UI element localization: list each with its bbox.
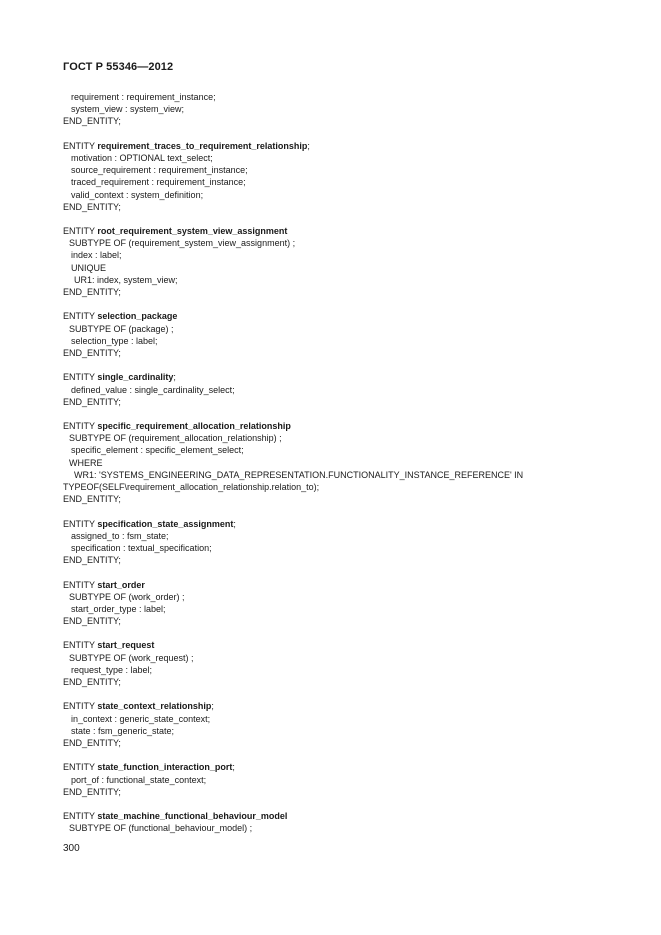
code-text: ENTITY [63,140,98,151]
code-text: index : label; [71,250,122,261]
code-line [63,713,523,725]
code-line [63,91,523,103]
code-text: END_ENTITY; [63,116,121,127]
code-line [63,554,523,566]
code-line [63,335,523,347]
code-line [63,237,523,249]
entity-name: start_request [97,640,155,651]
code-text: source_requirement : requirement_instance; [71,165,248,176]
code-text: SUBTYPE OF (package) ; [69,323,174,334]
entity-declaration-line [63,140,523,152]
code-text: ENTITY [63,701,98,712]
code-line [63,774,523,786]
entity-declaration-line [63,810,523,822]
code-line [63,603,523,615]
code-text: traced_requirement : requirement_instance; [71,177,246,188]
code-text: assigned_to : fsm_state; [71,530,169,541]
code-punctuation: ; [211,701,214,712]
code-line [63,481,523,493]
code-line [63,469,523,481]
code-text: state : fsm_generic_state; [71,725,175,736]
code-text: END_ENTITY; [63,396,121,407]
code-line [63,688,523,700]
code-punctuation: ; [233,518,236,529]
code-text: SUBTYPE OF (functional_behaviour_model) ; [69,823,253,834]
code-line [63,128,523,140]
code-line [63,176,523,188]
entity-name: state_context_relationship [97,701,212,712]
entity-declaration-line [63,420,523,432]
code-text: WR1: 'SYSTEMS_ENGINEERING_DATA_REPRESENTATION.FUNCTIONALITY_INSTANCE_REFERENCE' IN [74,469,524,480]
code-line [63,591,523,603]
entity-declaration-line [63,310,523,322]
code-text: ENTITY [63,421,98,432]
code-text: END_ENTITY; [63,737,121,748]
code-line [63,725,523,737]
entity-declaration-line [63,225,523,237]
express-code-listing [63,91,523,834]
code-line [63,798,523,810]
entity-declaration-line [63,518,523,530]
entity-name: root_requirement_system_view_assignment [97,226,288,237]
code-text: END_ENTITY; [63,616,121,627]
code-punctuation: ; [173,372,176,383]
code-line [63,530,523,542]
code-line [63,384,523,396]
code-text: specific_element : specific_element_select; [71,445,244,456]
code-line [63,201,523,213]
code-line [63,652,523,664]
entity-declaration-line [63,371,523,383]
code-text: WHERE [69,457,103,468]
code-line [63,213,523,225]
code-text: END_ENTITY; [63,201,121,212]
entity-name: state_machine_functional_behaviour_model [97,811,288,822]
code-line [63,103,523,115]
entity-declaration-line [63,761,523,773]
entity-name: start_order [97,579,145,590]
entity-name: specification_state_assignment [97,518,234,529]
code-text: SUBTYPE OF (requirement_system_view_assignment) ; [69,238,296,249]
code-line [63,298,523,310]
code-text: system_view : system_view; [71,104,185,115]
code-text: in_context : generic_state_context; [71,713,211,724]
code-text: ENTITY [63,226,98,237]
code-line [63,493,523,505]
code-line [63,115,523,127]
code-text: SUBTYPE OF (work_request) ; [69,652,194,663]
code-text: motivation : OPTIONAL text_select; [71,152,213,163]
code-line [63,249,523,261]
code-line [63,505,523,517]
entity-name: selection_package [97,311,178,322]
code-line [63,262,523,274]
code-text: END_ENTITY; [63,555,121,566]
code-line [63,286,523,298]
code-text: selection_type : label; [71,335,158,346]
code-punctuation: ; [307,140,310,151]
code-line [63,347,523,359]
code-text: END_ENTITY; [63,287,121,297]
code-line [63,664,523,676]
code-text: ENTITY [63,372,98,383]
code-line [63,408,523,420]
code-text: END_ENTITY; [63,494,121,505]
code-punctuation: ; [232,762,235,773]
code-line [63,542,523,554]
code-text: requirement : requirement_instance; [71,92,216,102]
code-text: TYPEOF(SELF\requirement_allocation_relationship.relation_to); [63,482,320,492]
code-text: ENTITY [63,762,98,773]
code-line [63,164,523,176]
code-line [63,615,523,627]
code-text: SUBTYPE OF (requirement_allocation_relationship) ; [69,433,282,444]
code-text: port_of : functional_state_context; [71,774,207,785]
entity-name: single_cardinality [97,372,174,383]
code-text: SUBTYPE OF (work_order) ; [69,591,185,602]
code-line [63,457,523,469]
code-text: start_order_type : label; [71,603,166,614]
entity-name: state_function_interaction_port [97,762,233,773]
code-text: UNIQUE [71,262,107,273]
code-text: ENTITY [63,579,98,590]
document-header: ГОСТ Р 55346—2012 [63,61,174,73]
code-line [63,749,523,761]
code-text: valid_context : system_definition; [71,189,204,200]
code-line [63,737,523,749]
code-line [63,676,523,688]
code-line [63,566,523,578]
entity-name: specific_requirement_allocation_relationship [97,421,291,432]
code-line [63,822,523,834]
code-text: defined_value : single_cardinality_select; [71,384,235,395]
code-text: END_ENTITY; [63,786,121,797]
code-text: ENTITY [63,640,98,651]
code-line [63,323,523,335]
code-text: ENTITY [63,811,98,822]
code-text: specification : textual_specification; [71,542,212,553]
code-line [63,444,523,456]
code-text: request_type : label; [71,664,153,675]
code-line [63,627,523,639]
code-line [63,189,523,201]
code-text: END_ENTITY; [63,347,121,358]
code-text: END_ENTITY; [63,677,121,687]
code-line [63,359,523,371]
code-text: ENTITY [63,311,98,322]
page-number: 300 [63,843,80,854]
entity-declaration-line [63,579,523,591]
entity-declaration-line [63,639,523,651]
code-text: UR1: index, system_view; [74,274,178,285]
entity-name: requirement_traces_to_requirement_relationship [97,140,308,151]
code-line [63,432,523,444]
entity-declaration-line [63,700,523,712]
code-line [63,396,523,408]
code-text: ENTITY [63,518,98,529]
code-line [63,786,523,798]
code-line [63,274,523,286]
code-line [63,152,523,164]
